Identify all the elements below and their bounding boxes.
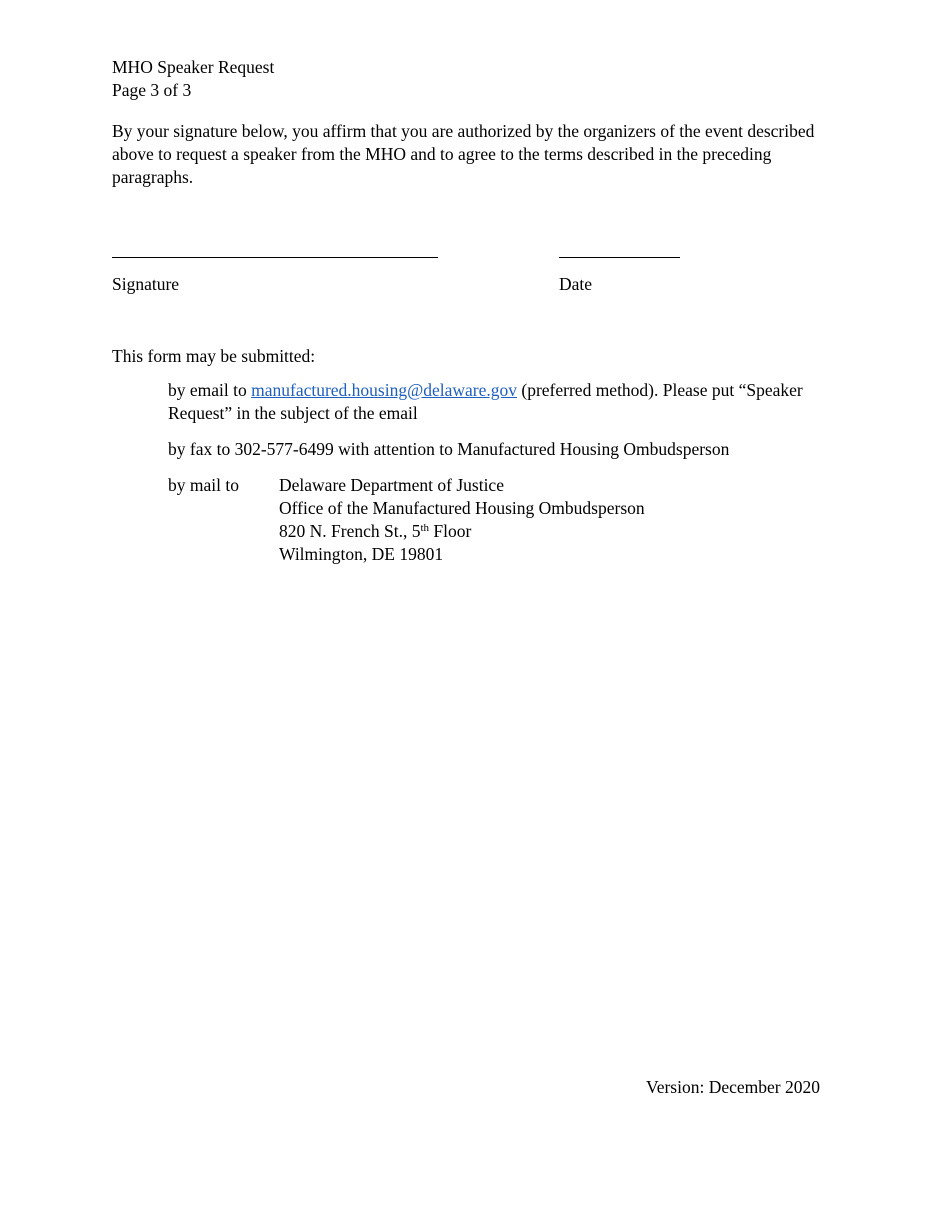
street-prefix: 820 N. French St., 5 xyxy=(279,521,421,541)
mail-option-label: by mail to xyxy=(168,475,239,495)
email-link[interactable]: manufactured.housing@delaware.gov xyxy=(251,380,517,400)
header-page-number: Page 3 of 3 xyxy=(112,80,192,100)
fax-option: by fax to 302-577-6499 with attention to Manufactured Housing Ombudsperson xyxy=(168,439,730,459)
date-label: Date xyxy=(559,274,593,294)
email-option xyxy=(168,379,808,425)
signature-line[interactable] xyxy=(112,257,438,258)
document-header xyxy=(112,56,274,102)
floor-ordinal: th xyxy=(420,522,430,534)
mail-address-line-2: Office of the Manufactured Housing Ombudsperson xyxy=(279,498,645,518)
street-suffix: Floor xyxy=(429,521,472,541)
mail-address-line-1: Delaware Department of Justice xyxy=(279,475,504,495)
signature-label: Signature xyxy=(112,274,180,294)
affirmation-paragraph: By your signature below, you affirm that you are authorized by the organizers of the event described above to request a speaker from the MHO and to agree to the terms described in the preceding paragraphs. xyxy=(112,121,815,187)
mail-address-line-4: Wilmington, DE 19801 xyxy=(279,544,444,564)
date-line[interactable] xyxy=(559,257,680,258)
header-title: MHO Speaker Request xyxy=(112,57,275,77)
email-prefix: by email to xyxy=(168,380,252,400)
email-suffix: (preferred method). Please put “Speaker Request” in the subject of the email xyxy=(168,380,803,423)
mail-address-line-3 xyxy=(279,520,645,543)
submission-intro: This form may be submitted: xyxy=(112,346,316,366)
mail-address xyxy=(279,474,645,566)
version-footer: Version: December 2020 xyxy=(646,1077,820,1097)
